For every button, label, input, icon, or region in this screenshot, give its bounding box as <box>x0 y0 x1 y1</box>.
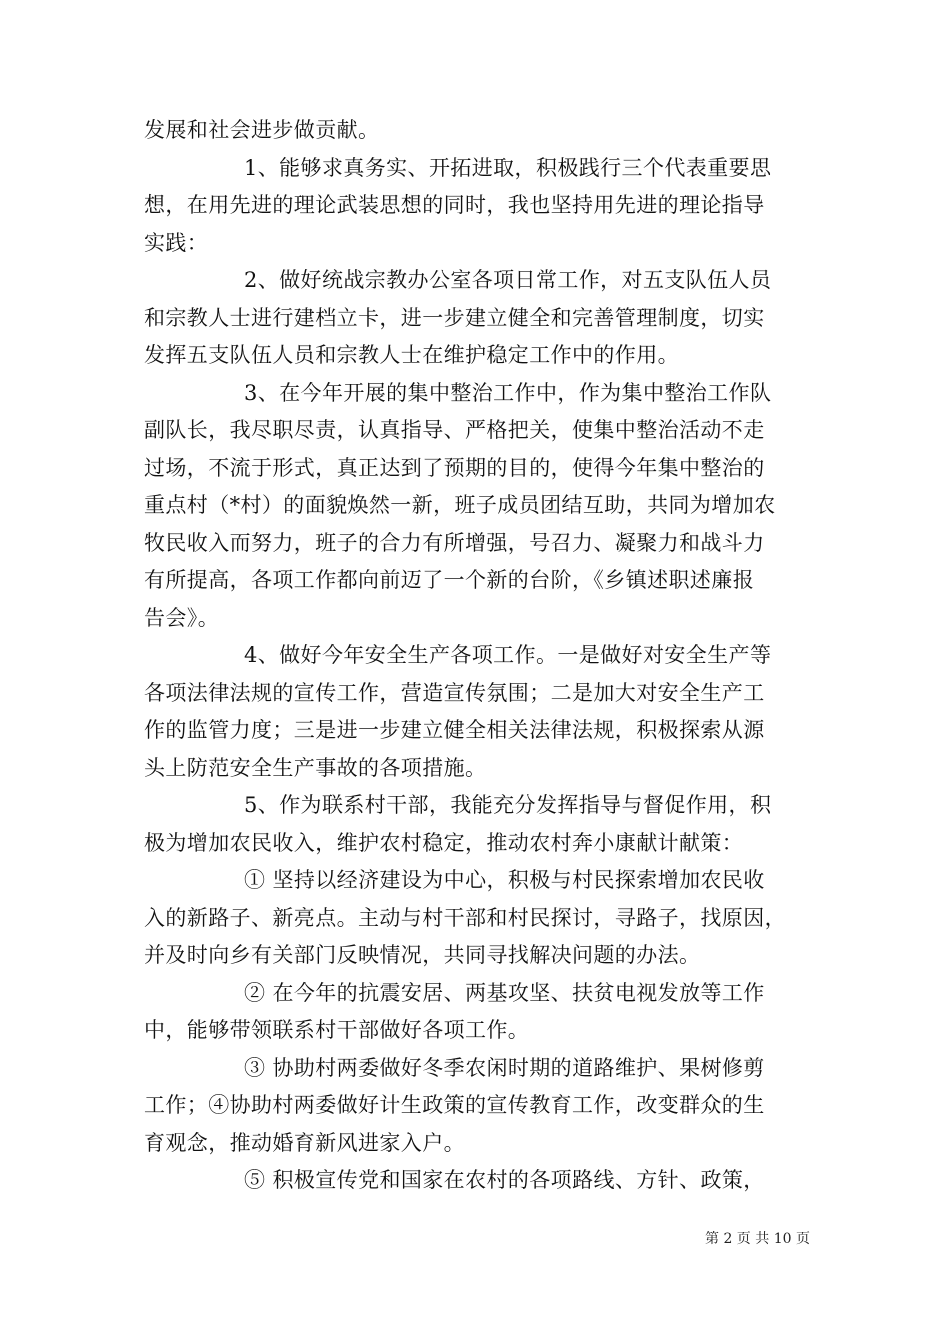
text-line: 各项法律法规的宣传工作，营造宣传氛围；二是加大对安全生产工 <box>144 680 765 705</box>
body-text <box>144 112 808 1200</box>
text-line: 实践： <box>144 230 209 255</box>
text-line: 入的新路子、新亮点。主动与村干部和村民探讨，寻路子，找原因， <box>144 905 786 930</box>
text-line: 工作；④协助村两委做好计生政策的宣传教育工作，改变群众的生 <box>144 1093 765 1117</box>
text-line: 告会》。 <box>144 605 220 630</box>
paragraph-first-line: 4、做好今年安全生产各项工作。一是做好对安全生产等 <box>244 643 772 667</box>
text-line: 极为增加农民收入，维护农村稳定，推动农村奔小康献计献策： <box>144 830 744 855</box>
text-line: 发展和社会进步做贡献。 <box>144 118 380 142</box>
text-line: 想，在用先进的理论武装思想的同时，我也坚持用先进的理论指导 <box>144 193 765 217</box>
paragraph-first-line: ① 坚持以经济建设为中心，积极与村民探索增加农民收 <box>244 868 765 892</box>
paragraph-first-line: ② 在今年的抗震安居、两基攻坚、扶贫电视发放等工作 <box>244 980 765 1005</box>
text-line: 中，能够带领联系村干部做好各项工作。 <box>144 1018 530 1042</box>
paragraph-first-line: 5、作为联系村干部，我能充分发挥指导与督促作用，积 <box>244 793 772 817</box>
paragraph-first-line: ③ 协助村两委做好冬季农闲时期的道路维护、果树修剪 <box>244 1055 765 1080</box>
text-line: 发挥五支队伍人员和宗教人士在维护稳定工作中的作用。 <box>144 343 679 367</box>
paragraph-first-line: 1、能够求真务实、开拓进取，积极践行三个代表重要思 <box>244 155 772 180</box>
page-number-footer: 第 2 页 共 10 页 <box>705 1231 810 1247</box>
text-line: 和宗教人士进行建档立卡，进一步建立健全和完善管理制度，切实 <box>144 305 765 330</box>
text-line: 过场，不流于形式，真正达到了预期的目的，使得今年集中整治的 <box>144 455 765 480</box>
paragraph-first-line: 3、在今年开展的集中整治工作中，作为集中整治工作队 <box>244 380 772 405</box>
text-line: 育观念，推动婚育新风进家入户。 <box>144 1130 465 1155</box>
text-line: 牧民收入而努力，班子的合力有所增强，号召力、凝聚力和战斗力 <box>144 530 765 555</box>
text-line: 作的监管力度；三是进一步建立健全相关法律法规，积极探索从源 <box>144 718 765 742</box>
text-line: 有所提高，各项工作都向前迈了一个新的台阶，《乡镇述职述廉报 <box>144 568 755 592</box>
text-line: 重点村（*村）的面貌焕然一新，班子成员团结互助，共同为增加农 <box>144 493 776 517</box>
paragraph-first-line: 2、做好统战宗教办公室各项日常工作，对五支队伍人员 <box>244 268 772 292</box>
text-line: 并及时向乡有关部门反映情况，共同寻找解决问题的办法。 <box>144 943 701 967</box>
text-line: 副队长，我尽职尽责，认真指导、严格把关，使集中整治活动不走 <box>144 418 765 442</box>
paragraph-first-line: ⑤ 积极宣传党和国家在农村的各项路线、方针、政策， <box>244 1168 765 1192</box>
text-line: 头上防范安全生产事故的各项措施。 <box>144 755 487 780</box>
